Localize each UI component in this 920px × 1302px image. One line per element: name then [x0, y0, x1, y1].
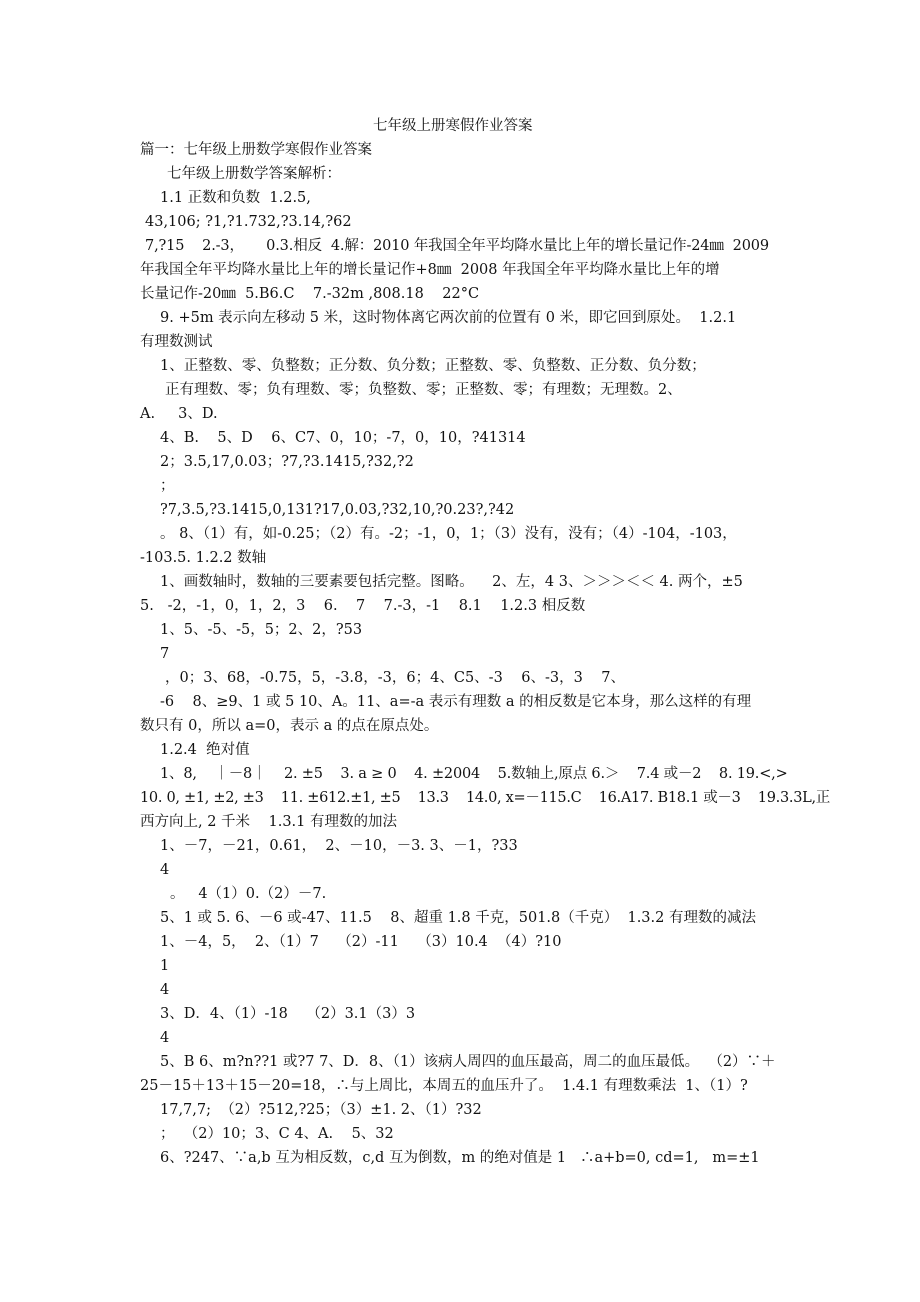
text-line: 4、B. 5、D 6、C7、0，10；-7，0，10，?41314	[160, 430, 526, 446]
text-line: -6 8、≥9、1 或 5 10、A。11、a=-a 表示有理数 a 的相反数是它本身，那么这样的有理	[160, 694, 752, 710]
text-line: 9. +5m 表示向左移动 5 米，这时物体离它两次前的位置有 0 米，即它回到原处。 1.2.1	[160, 310, 737, 326]
text-line: 长量记作-20㎜ 5.B6.C 7.-32m ,808.18 22°C	[140, 286, 480, 302]
text-line: 25－15＋13＋15－20=18，∴与上周比，本周五的血压升了。 1.4.1 有理数乘法 1、（1）?	[140, 1078, 748, 1094]
text-line: 6、?247、∵a,b 互为相反数，c,d 互为倒数，m 的绝对值是 1 ∴a+b=0, cd=1, m=±1	[160, 1150, 760, 1166]
text-line: 17,7,7; （2）?512,?25；（3）±1. 2、（1）?32	[160, 1102, 482, 1118]
text-line: 43,106; ?1,?1.732,?3.14,?62	[145, 214, 352, 230]
text-line: 1、8, ｜－8｜ 2. ±5 3. a ≥ 0 4. ±2004 5.数轴上,原点 6.＞ 7.4 或－2 8. 19.<,>	[160, 766, 788, 782]
text-line: 5、1 或 5. 6、－6 或-47、11.5 8、超重 1.8 千克，501.8（千克） 1.3.2 有理数的减法	[160, 910, 756, 926]
text-line: 3、D．4、（1）-18 （2）3.1（3）3	[160, 1006, 416, 1022]
text-line: 1、－4，5， 2、（1）7 （2）-11 （3）10.4 （4）?10	[160, 934, 562, 950]
text-line: 篇一：七年级上册数学寒假作业答案	[140, 142, 372, 158]
text-line: A. 3、D.	[140, 406, 218, 422]
text-line: 10. 0, ±1, ±2, ±3 11. ±612.±1, ±5 13.3 14.0, x=－115.C 16.A17. B18.1 或－3 19.3.3L,正	[140, 790, 830, 806]
text-line: 7,?15 2.-3， 0.3.相反 4.解：2010 年我国全年平均降水量比上年的增长量记作-24㎜ 2009	[145, 238, 769, 254]
text-line: 。 4（1）0.（2）－7.	[170, 886, 327, 902]
text-line: 2；3.5,17,0.03；?7,?3.1415,?32,?2	[160, 454, 414, 470]
text-line: -103.5. 1.2.2 数轴	[140, 550, 267, 566]
text-line: 4	[160, 862, 170, 878]
text-line: 有理数测试	[140, 334, 213, 350]
text-line: 1、正整数、零、负整数；正分数、负分数；正整数、零、负整数、正分数、负分数；	[160, 358, 706, 374]
text-line: 7	[160, 646, 170, 662]
text-line: 1、5、-5、-5，5；2、2，?53	[160, 622, 363, 638]
text-line: 1.1 正数和负数 1.2.5,	[160, 190, 311, 206]
text-line: 数只有 0，所以 a=0，表示 a 的点在原点处。	[140, 718, 439, 734]
text-line: ；	[160, 478, 175, 494]
text-line: 1	[160, 958, 170, 974]
text-line: 1.2.4 绝对值	[160, 742, 250, 758]
page-title: 七年级上册寒假作业答案	[373, 118, 533, 134]
text-line: 1、－7，－21，0.61， 2、－10，－3. 3、－1，?33	[160, 838, 518, 854]
text-line: 4	[160, 1030, 170, 1046]
text-line: 七年级上册数学答案解析：	[167, 166, 341, 182]
text-line: 4	[160, 982, 170, 998]
text-line: 5. -2，-1，0，1，2，3 6. 7 7.-3，-1 8.1 1.2.3 相反数	[140, 598, 586, 614]
text-line: 。 8、（1）有，如-0.25；（2）有。-2；-1，0，1；（3）没有，没有；（4）-104，-103，	[160, 526, 737, 542]
text-line: 5、B 6、m?n??1 或?7 7、D．8、（1）该病人周四的血压最高，周二的血压最低。 （2）∵＋	[160, 1054, 776, 1070]
text-line: 1、画数轴时，数轴的三要素要包括完整。图略。 2、左，4 3、＞＞＞＜＜ 4. 两个，±5	[160, 574, 743, 590]
text-line: ； （2）10；3、C 4、A. 5、32	[160, 1126, 394, 1142]
text-line: 正有理数、零；负有理数、零；负整数、零；正整数、零；有理数；无理数。2、	[165, 382, 682, 398]
text-line: 年我国全年平均降水量比上年的增长量记作+8㎜ 2008 年我国全年平均降水量比上年的增	[140, 262, 720, 278]
text-line: 西方向上, 2 千米 1.3.1 有理数的加法	[140, 814, 397, 830]
text-line: ?7,3.5,?3.1415,0,131?17,0.03,?32,10,?0.23?,?42	[160, 502, 515, 518]
text-line: ，0；3、68，-0.75，5，-3.8，-3，6；4、C5、-3 6、-3，3 7、	[165, 670, 625, 686]
